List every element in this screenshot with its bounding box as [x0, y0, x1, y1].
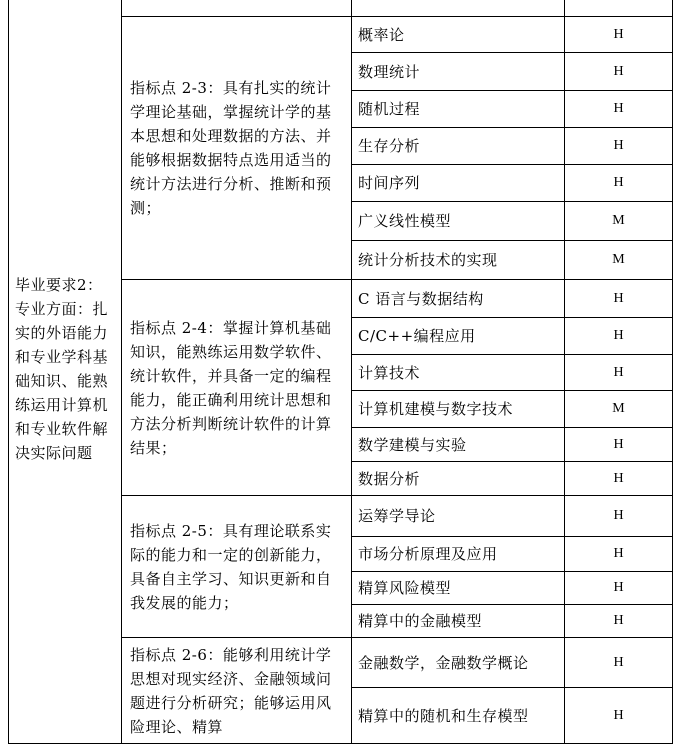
support-level: H	[565, 496, 673, 537]
support-level: H	[565, 128, 673, 165]
course-name: 运筹学导论	[352, 496, 565, 537]
support-level: H	[565, 638, 673, 688]
indicator-point-text: 指标点 2-5：具有理论联系实际的能力和一定的创新能力，具备自主学习、知识更新和自我发展的能力；	[130, 521, 332, 612]
course-name: C 语言与数据结构	[352, 280, 565, 318]
support-level: H	[565, 572, 673, 605]
support-level: H	[565, 462, 673, 496]
course-name: 数理统计	[352, 53, 565, 91]
indicator-point-2-3	[122, 17, 352, 280]
course-name: 随机过程	[352, 91, 565, 128]
course-name: 概率论	[352, 17, 565, 53]
indicator-point-text: 指标点 2-6：能够利用统计学思想对现实经济、金融领域问题进行分析研究；能够运用风险理论、精算	[130, 645, 332, 736]
support-level: H	[565, 280, 673, 318]
indicator-point-2-5	[122, 496, 352, 638]
graduation-requirement-text: 毕业要求2：专业方面：扎实的外语能力和专业学科基础知识、能熟练运用计算机和专业软件解决实际问题	[15, 276, 109, 462]
course-name: 精算中的金融模型	[352, 605, 565, 638]
indicator-point-text: 指标点 2-4：掌握计算机基础知识，能熟练运用数学软件、统计软件，并具备一定的编程能力，能正确利用统计思想和方法分析判断统计软件的计算结果；	[130, 318, 332, 457]
support-level: H	[565, 91, 673, 128]
support-level: M	[565, 241, 673, 280]
support-level: H	[565, 537, 673, 572]
course-name: C/C++编程应用	[352, 318, 565, 355]
course-name: 市场分析原理及应用	[352, 537, 565, 572]
support-level: H	[565, 688, 673, 744]
indicator-table	[8, 0, 673, 744]
course-name: 数学建模与实验	[352, 428, 565, 462]
support-level: H	[565, 605, 673, 638]
support-level: H	[565, 428, 673, 462]
support-level: M	[565, 202, 673, 241]
support-level: H	[565, 165, 673, 202]
course-name: 时间序列	[352, 165, 565, 202]
previous-level-cell	[565, 0, 673, 17]
support-level: H	[565, 53, 673, 91]
indicator-point-text: 指标点 2-3：具有扎实的统计学理论基础，掌握统计学的基本思想和处理数据的方法、并能够根据数据特点选用适当的统计方法进行分析、推断和预测；	[130, 79, 332, 217]
support-level: H	[565, 17, 673, 53]
course-name: 生存分析	[352, 128, 565, 165]
course-name: 计算技术	[352, 355, 565, 391]
previous-course-cell	[352, 0, 565, 17]
course-name: 金融数学，金融数学概论	[352, 638, 565, 688]
course-name: 精算中的随机和生存模型	[352, 688, 565, 744]
course-name: 精算风险模型	[352, 572, 565, 605]
indicator-point-2-6	[122, 638, 352, 744]
previous-point-cell	[122, 0, 352, 17]
support-level: M	[565, 391, 673, 428]
course-name: 广义线性模型	[352, 202, 565, 241]
course-name: 计算机建模与数字技术	[352, 391, 565, 428]
indicator-point-2-4	[122, 280, 352, 496]
support-level: H	[565, 318, 673, 355]
course-name: 统计分析技术的实现	[352, 241, 565, 280]
course-name: 数据分析	[352, 462, 565, 496]
support-level: H	[565, 355, 673, 391]
graduation-requirement-cell	[9, 0, 122, 744]
